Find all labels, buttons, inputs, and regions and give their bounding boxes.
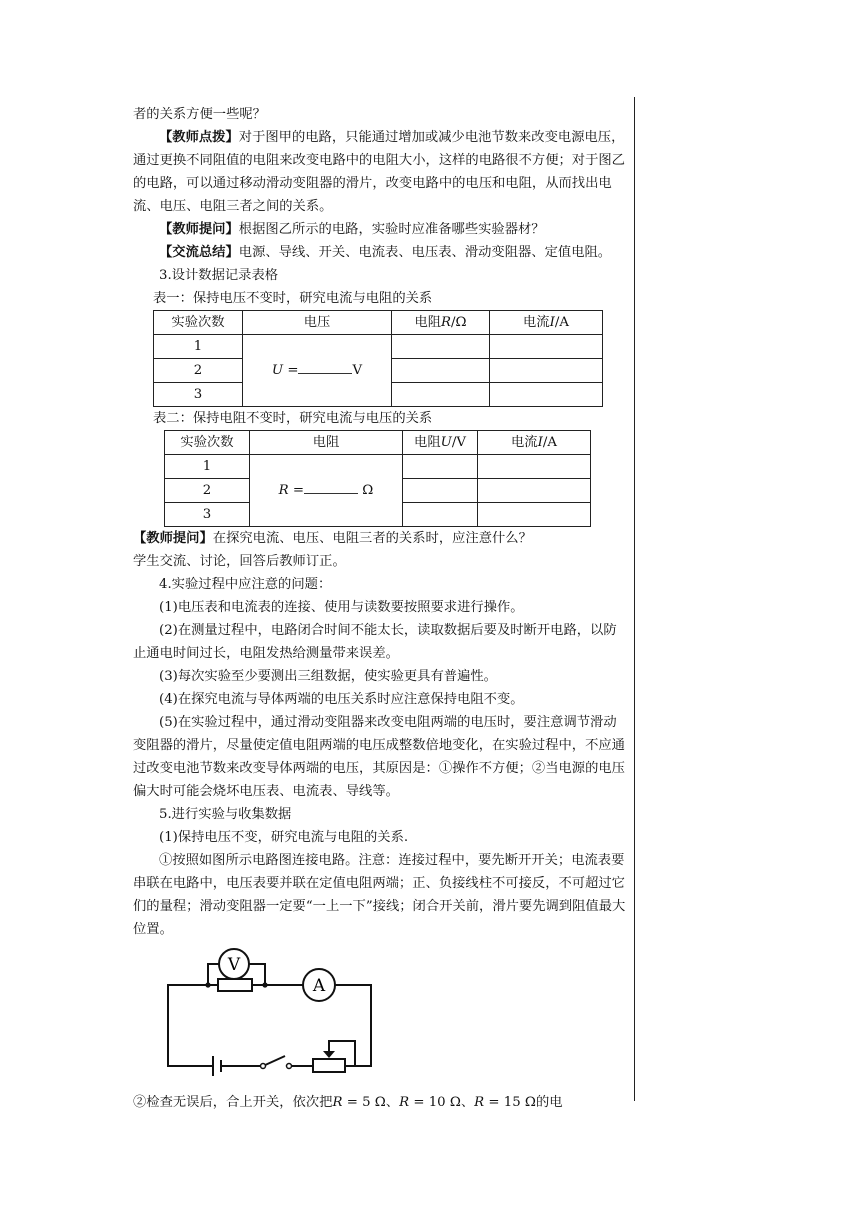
junction-dot (262, 982, 267, 987)
cell: 3 (165, 503, 250, 527)
step-item: ①按照如图所示电路图连接电路。注意：连接过程中，要先断开开关；电流表要串联在电路中，电压表要并联在定值电阻两端；正、负接线柱不可接反，不可超过它们的量程；滑动变阻器一定要“一上一下”接线；闭合开关前，滑片要先调到阻值最大位置。 (133, 853, 626, 937)
table-row (165, 455, 591, 479)
note-item: (2)在测量过程中，电路闭合时间不能太长，读取数据后要及时断开电路，以防止通电时间过长，电阻发热给测量带来误差。 (133, 623, 617, 661)
junction-dot (205, 982, 210, 987)
table1-caption: 表一：保持电压不变时，研究电流与电阻的关系 (153, 291, 433, 306)
teacher-guidance (133, 126, 628, 218)
cell (478, 479, 591, 503)
switch-lever (263, 1056, 285, 1066)
resistance-cell: R = Ω (250, 455, 403, 527)
header-cell: 电阻U/V (403, 431, 478, 455)
rheostat-arrow (323, 1051, 335, 1058)
header-cell: 电流I/A (478, 431, 591, 455)
cell (490, 359, 603, 383)
cell: 1 (165, 455, 250, 479)
note-item: (3)每次实验至少要测出三组数据，使实验更具有普遍性。 (159, 669, 497, 684)
switch-contact (261, 1064, 266, 1069)
cell: 3 (154, 383, 243, 407)
label: 【教师提问】 (133, 531, 213, 546)
text: 对于图甲的电路，只能通过增加或减少电池节数来改变电源电压，通过更换不同阻值的电阻来改变电路中的电阻大小，这样的电路很不方便；对于图乙的电路，可以通过移动滑动变阻器的滑片，改变电路中的电压和电阻，从而找出电流、电压、电阻三者之间的关系。 (133, 130, 625, 214)
teacher-question (133, 527, 628, 550)
label: 【交流总结】 (159, 245, 239, 260)
cell (478, 455, 591, 479)
cell (392, 359, 490, 383)
note-item: (4)在探究电流与导体两端的电压关系时应注意保持电阻不变。 (159, 692, 524, 707)
cell: 2 (154, 359, 243, 383)
voltage-cell: U = V (243, 335, 392, 407)
table-header-row (165, 431, 591, 455)
section-heading: 4.实验过程中应注意的问题： (159, 577, 332, 592)
cell: 1 (154, 335, 243, 359)
table-header-row (154, 311, 603, 335)
voltmeter-label: V (227, 955, 241, 975)
header-cell: 实验次数 (165, 431, 250, 455)
cell (403, 503, 478, 527)
document-body (133, 103, 628, 1114)
cell (490, 383, 603, 407)
wire-left (168, 985, 213, 1066)
circuit-svg (133, 941, 628, 1091)
cell (478, 503, 591, 527)
rheostat-body (313, 1059, 345, 1072)
cell (403, 455, 478, 479)
table1 (153, 310, 603, 407)
note-item: (1)电压表和电流表的连接、使用与读数要按照要求进行操作。 (159, 600, 524, 615)
cell (490, 335, 603, 359)
switch-contact (287, 1064, 292, 1069)
cell (392, 335, 490, 359)
cell (403, 479, 478, 503)
header-cell: 电阻R/Ω (392, 311, 490, 335)
paragraph: 者的关系方便一些呢？ (133, 107, 266, 122)
header-cell: 电阻 (250, 431, 403, 455)
page-margin-rule (634, 97, 635, 1101)
paragraph: 学生交流、讨论，回答后教师订正。 (133, 554, 346, 569)
note-item: (5)在实验过程中，通过滑动变阻器来改变电阻两端的电压时，要注意调节滑动变阻器的滑片，尽量使定值电阻两端的电压成整数倍地变化，在实验过程中，不应通过改变电池节数来改变导体两端的电压，其原因是：①操作不方便；②当电源的电压偏大时可能会烧坏电压表、电流表、导线等。 (133, 715, 625, 799)
label: 【教师点拨】 (159, 130, 239, 145)
subsection-heading: (1)保持电压不变，研究电流与电阻的关系. (159, 830, 409, 845)
summary (133, 241, 628, 264)
label: 【教师提问】 (159, 222, 239, 237)
section-heading: 5.进行实验与收集数据 (159, 807, 292, 822)
header-cell: 电压 (243, 311, 392, 335)
resistor-body (218, 979, 252, 991)
cell (392, 383, 490, 407)
header-cell: 电流I/A (490, 311, 603, 335)
unit: Ω (362, 483, 374, 498)
section-heading: 3.设计数据记录表格 (159, 268, 279, 283)
text: 根据图乙所示的电路，实验时应准备哪些实验器材？ (238, 222, 545, 237)
teacher-question (133, 218, 628, 241)
step-item: ②检查无误后，合上开关，依次把R = 5 Ω、R = 10 Ω、R = 15 Ω的电 (133, 1095, 563, 1110)
ammeter-label: A (312, 976, 326, 996)
unit: V (352, 363, 363, 378)
cell: 2 (165, 479, 250, 503)
text: 在探究电流、电压、电阻三者的关系时，应注意什么？ (212, 531, 532, 546)
table2-caption: 表二：保持电阻不变时，研究电流与电压的关系 (153, 411, 433, 426)
table2 (164, 430, 591, 527)
header-cell: 实验次数 (154, 311, 243, 335)
text: 电源、导线、开关、电流表、电压表、滑动变阻器、定值电阻。 (238, 245, 612, 260)
rheostat-slider-wire (329, 1041, 355, 1066)
circuit-diagram (133, 941, 628, 1091)
table-row (154, 335, 603, 359)
